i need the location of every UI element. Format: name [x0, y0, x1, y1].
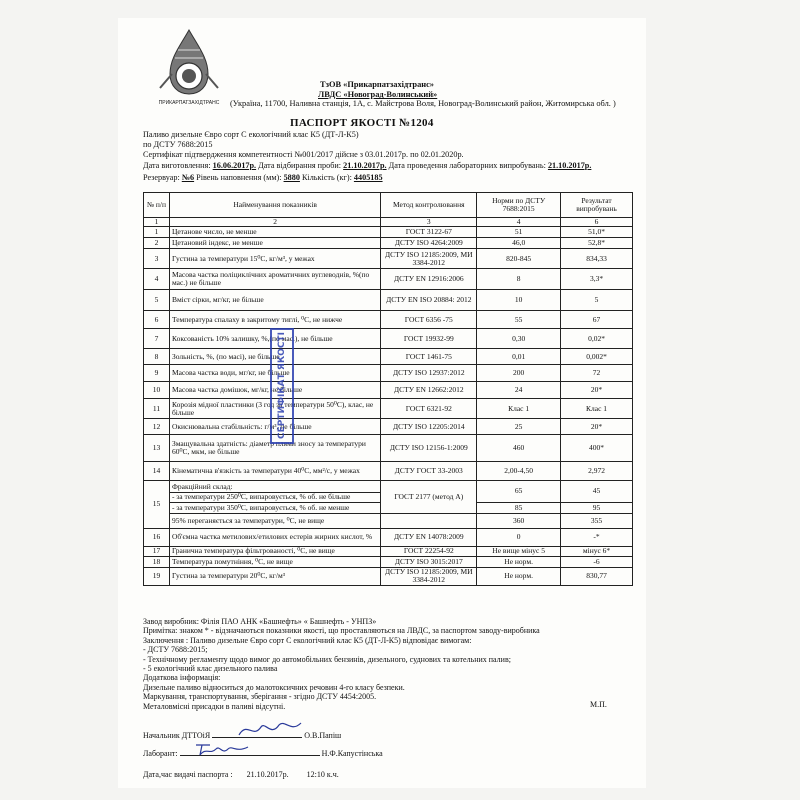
cell-result: 830,77 — [561, 567, 633, 585]
cell-number: 10 — [144, 382, 170, 399]
cell-number: 4 — [144, 269, 170, 290]
cell-norm: Не норм. — [477, 567, 561, 585]
cell-result: 0,002* — [561, 349, 633, 365]
cell-result: -6 — [561, 556, 633, 567]
cell-name: Температура спалаху в закритому тиглі, ⁰С, не нижче — [169, 311, 380, 329]
cell-norm: 8 — [477, 269, 561, 290]
table-row — [144, 435, 633, 462]
passport-footer: Завод виробник: Філія ПАО АНК «Башнефть» « Башнефть - УНПЗ» Примітка: знаком * - відзначаються показники якості, що проставляються на ЛВДС, за паспортом заводу-виробника Заключення : Паливо дизельне Євро сорт С екологічний клас К5 (ДТ-Л-К5) відповідає вимогам: - ДСТУ 7688:2015; - Технічному регламенту щодо вимог до автомобільних бензинів, дизельного, суднових та котельних палив; - 5 екологічний клас дизельного палива Додаткова інформація: Дизельне паливо відноситься до малотоксичних речовин 4-го класу безпеки. Маркування, транспортування, зберігання - згідно ДСТУ 4454:2005. Металовмісні присадки в паливі відсутні. — [143, 617, 540, 711]
cell-method: ДСТУ ISO 12205:2014 — [381, 419, 477, 435]
cell-norm: 0,01 — [477, 349, 561, 365]
table-row — [144, 546, 633, 556]
table-row — [144, 365, 633, 382]
cell-norm: Клас 1 — [477, 399, 561, 419]
cell-norm: 2,00-4,50 — [477, 462, 561, 481]
fill-level: 5880 — [283, 172, 300, 182]
cell-name: Кінематична в'язкість за температури 40⁰С, мм²/с, у межах — [169, 462, 380, 481]
column-number-row: 1 2 3 4 6 — [144, 218, 633, 227]
cell-name: Вміст сірки, мг/кг, не більше — [169, 290, 380, 311]
table-header-row — [144, 193, 633, 218]
table-row — [144, 419, 633, 435]
cell-name: Коксованість 10% залишку, %,(по мас.), не більше — [169, 329, 380, 349]
cell-method: ГОСТ 6321-92 — [381, 399, 477, 419]
quantity-kg: 4405185 — [353, 172, 383, 182]
cell-norm: 46,0 — [477, 238, 561, 249]
made-date: 16.06.2017р. — [212, 160, 257, 170]
cell-number: 11 — [144, 399, 170, 419]
cell-result: Клас 1 — [561, 399, 633, 419]
table-row: 95% переганяється за температури, ⁰С, не вище 360 355 — [144, 513, 633, 528]
quality-stamp: СЕРТИФІКАТ ЯКОСТІ — [270, 328, 294, 444]
table-row — [144, 269, 633, 290]
col-header: Найменування показників — [169, 193, 380, 218]
cell-result: 400* — [561, 435, 633, 462]
cell-number: 16 — [144, 528, 170, 546]
lab-signature-line: Лаборант: Н.Ф.Капустінська — [143, 749, 383, 758]
cell-result: 3,3* — [561, 269, 633, 290]
cell-number: 8 — [144, 349, 170, 365]
cell-method: ДСТУ ISO 12937:2012 — [381, 365, 477, 382]
cell-number: 18 — [144, 556, 170, 567]
cell-name: Масова частка води, мг/кг, не більше — [169, 365, 380, 382]
cell-name: Окиснювальна стабільність: г/м³, не більше — [169, 419, 380, 435]
cell-method: ДСТУ EN ISO 20884: 2012 — [381, 290, 477, 311]
cell-norm: 51 — [477, 227, 561, 238]
cell-result: 20* — [561, 419, 633, 435]
table-row — [144, 528, 633, 546]
cell-method: ДСТУ ISO 12185:2009, МИ 3384-2012 — [381, 249, 477, 269]
cell-number: 13 — [144, 435, 170, 462]
cell-name: Температура помутніння, ⁰С, не вище — [169, 556, 380, 567]
product-name: Паливо дизельне Євро сорт С екологічний клас К5 (ДТ-Л-К5) — [143, 130, 359, 139]
cell-norm: 820-845 — [477, 249, 561, 269]
cell-name: Зольність, %, (по масі), не більше — [169, 349, 380, 365]
cell-result: мінус 6* — [561, 546, 633, 556]
issue-date-line: Дата,час видачі паспорта : 21.10.2017р. 12:10 к.ч. — [143, 770, 339, 779]
cell-method: ГОСТ 19932-99 — [381, 329, 477, 349]
cell-method: ГОСТ 6356 -75 — [381, 311, 477, 329]
cell-name: Фракційний склад: — [169, 481, 380, 493]
logo-emblem-icon — [160, 30, 218, 94]
cell-name: Масова частка домішок, мг/кг, не більше — [169, 382, 380, 399]
cell-method: ДСТУ EN 14078:2009 — [381, 528, 477, 546]
cell-name: 95% переганяється за температури, ⁰С, не вище — [169, 513, 380, 528]
tank-line: Резервуар: №6 Рівень наповнення (мм): 5880 Кількість (кг): 4405185 — [143, 172, 383, 182]
cell-number: 19 — [144, 567, 170, 585]
cell-method: ГОСТ 2177 (метод А) — [381, 481, 477, 513]
cell-name: Цетанове число, не менше — [169, 227, 380, 238]
cell-name: Масова частка поліциклічних ароматичних вуглеводнів, %(по мас.) не більше — [169, 269, 380, 290]
cell-number: 14 — [144, 462, 170, 481]
chief-signature-line: Начальник ДТТОіЯ О.В.Папіш — [143, 731, 342, 740]
cell-name: Густина за температури 20⁰С, кг/м³ — [169, 567, 380, 585]
table-row: - за температури 350⁰С, випаровується, % об. не менше 85 95 — [144, 502, 633, 513]
cell-norm: 10 — [477, 290, 561, 311]
cell-norm: Не норм. — [477, 556, 561, 567]
cell-name: - за температури 250⁰С, випаровується, % об. не більше — [169, 493, 380, 502]
cell-result: 52,8* — [561, 238, 633, 249]
table-row — [144, 238, 633, 249]
cell-name: - за температури 350⁰С, випаровується, % об. не менше — [169, 502, 380, 513]
cell-method: ДСТУ ГОСТ 33-2003 — [381, 462, 477, 481]
logo-text: ПРИКАРПАТЗАХІДТРАНС — [158, 100, 220, 106]
sample-date: 21.10.2017р. — [343, 160, 387, 170]
cell-number: 1 — [144, 227, 170, 238]
lab-signature — [192, 737, 252, 759]
product-standard: по ДСТУ 7688:2015 — [143, 140, 213, 150]
cell-name: Цетановий індекс, не менше — [169, 238, 380, 249]
table-row — [144, 567, 633, 585]
table-row — [144, 556, 633, 567]
cell-method: ГОСТ 1461-75 — [381, 349, 477, 365]
cell-result: 20* — [561, 382, 633, 399]
table-row — [144, 382, 633, 399]
company-name: ТзОВ «Прикарпатзахідтранс» — [320, 80, 434, 89]
table-row — [144, 311, 633, 329]
cell-method: ГОСТ 22254-92 — [381, 546, 477, 556]
cell-method: ДСТУ EN 12916:2006 — [381, 269, 477, 290]
table-row — [144, 462, 633, 481]
table-row — [144, 349, 633, 365]
cell-norm: 0 — [477, 528, 561, 546]
cell-number: 5 — [144, 290, 170, 311]
cell-name: Об'ємна частка метилових/етилових естерів жирних кислот, % — [169, 528, 380, 546]
table-row: 15 Фракційний склад: ГОСТ 2177 (метод А) 65 45 — [144, 481, 633, 493]
cell-number: 12 — [144, 419, 170, 435]
cell-result: 0,02* — [561, 329, 633, 349]
cell-method: ДСТУ ISO 12156-1:2009 — [381, 435, 477, 462]
cell-result: 67 — [561, 311, 633, 329]
cell-method: ДСТУ ISO 3015:2017 — [381, 556, 477, 567]
cell-number: 17 — [144, 546, 170, 556]
cell-norm: 460 — [477, 435, 561, 462]
cell-result: -* — [561, 528, 633, 546]
table-row — [144, 329, 633, 349]
cell-number: 9 — [144, 365, 170, 382]
cell-method: ДСТУ ISO 4264:2009 — [381, 238, 477, 249]
cell-norm: 55 — [477, 311, 561, 329]
col-header: № п/п — [144, 193, 170, 218]
cell-method: ДСТУ EN 12662:2012 — [381, 382, 477, 399]
table-row — [144, 399, 633, 419]
cell-number: 3 — [144, 249, 170, 269]
col-header: Норми по ДСТУ 7688:2015 — [477, 193, 561, 218]
test-date: 21.10.2017р. — [547, 160, 592, 170]
cell-number: 2 — [144, 238, 170, 249]
cell-name: Гранична температура фільтрованості, ⁰С, не вище — [169, 546, 380, 556]
certificate-line: Сертифікат підтвердження компетентності №001/2017 дійсне з 03.01.2017р. по 02.01.2020р. — [143, 150, 464, 160]
cell-result: 72 — [561, 365, 633, 382]
dates-line: Дата виготовлення: 16.06.2017р. Дата відбирання проби: 21.10.2017р. Дата проведення лабораторних випробувань: 21.10.2017р. — [143, 160, 592, 170]
cell-norm: 200 — [477, 365, 561, 382]
passport-intro — [143, 130, 643, 183]
cell-result: 2,972 — [561, 462, 633, 481]
cell-norm: Не вище мінус 5 — [477, 546, 561, 556]
table-row — [144, 290, 633, 311]
quality-table — [143, 192, 633, 586]
col-header: Результат випробувань — [561, 193, 633, 218]
cell-number: 7 — [144, 329, 170, 349]
company-address: (Україна, 11700, Наливна станція, 1А, с. Майстрова Воля, Новоград-Волинський район, Житомирська обл. ) — [230, 99, 616, 108]
cell-norm: 25 — [477, 419, 561, 435]
cell-norm: 0,30 — [477, 329, 561, 349]
col-header: Метод контролювання — [381, 193, 477, 218]
page-title: ПАСПОРТ ЯКОСТІ №1204 — [290, 117, 434, 129]
cell-result: 51,0* — [561, 227, 633, 238]
cell-number: 6 — [144, 311, 170, 329]
cell-method: ДСТУ ISO 12185:2009, МИ 3384-2012 — [381, 567, 477, 585]
cell-result: 5 — [561, 290, 633, 311]
seal-place: М.П. — [590, 700, 607, 709]
cell-name: Змащувальна здатність: діаметр плями зносу за температури 60⁰С, мкм, не більше — [169, 435, 380, 462]
cell-result: 834,33 — [561, 249, 633, 269]
table-row — [144, 227, 633, 238]
cell-name: Густина за температури 15⁰С, кг/м³, у межах — [169, 249, 380, 269]
cell-name: Корозія мідної пластинки (3 год за температури 50⁰С), клас, не більше — [169, 399, 380, 419]
cell-norm: 24 — [477, 382, 561, 399]
table-row — [144, 249, 633, 269]
company-logo — [150, 28, 228, 112]
tank-number: №6 — [181, 172, 195, 182]
cell-method: ГОСТ 3122-67 — [381, 227, 477, 238]
station-name: ЛВДС «Новоград-Волинський» — [318, 90, 438, 99]
